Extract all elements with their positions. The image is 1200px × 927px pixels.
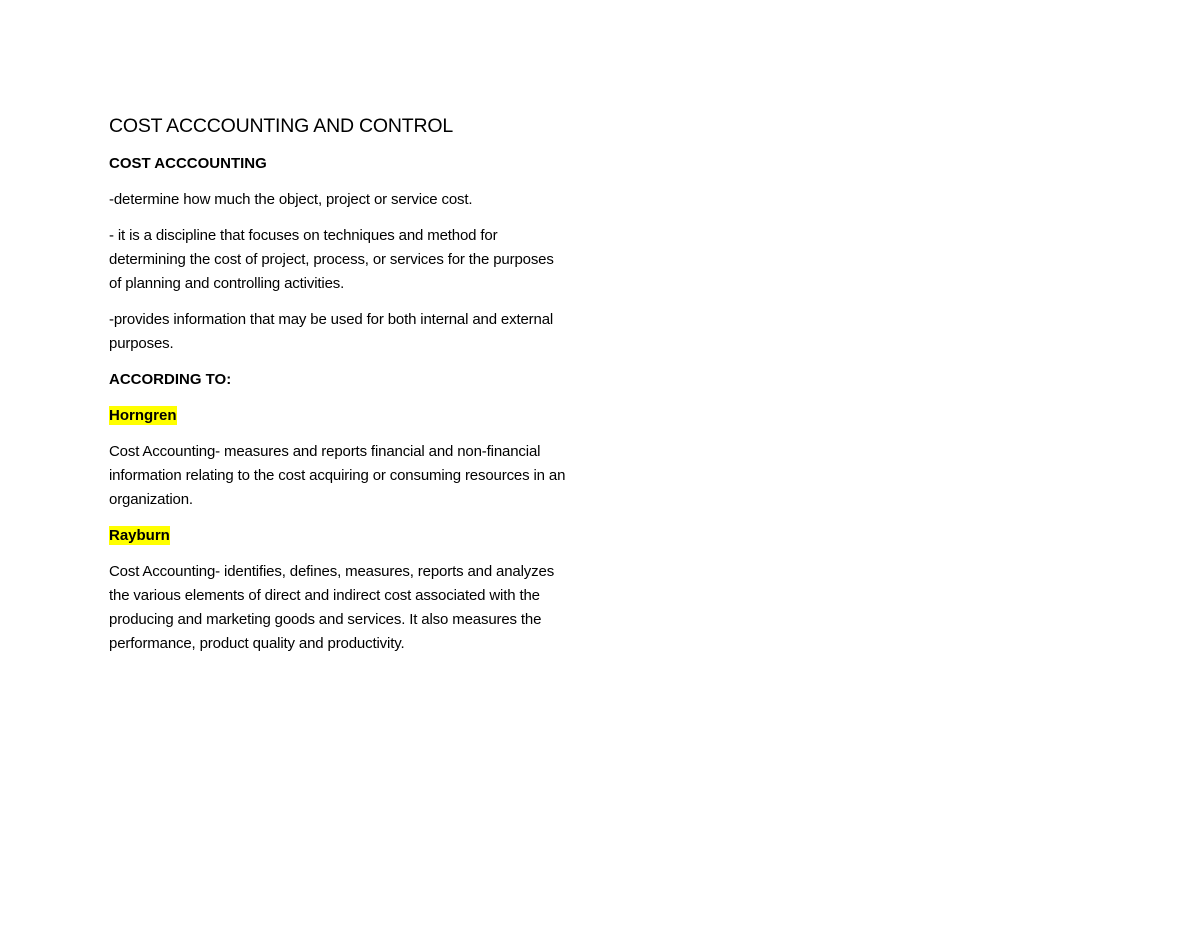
point-paragraph: -determine how much the object, project or service cost. — [109, 191, 473, 208]
source-definition-rayburn: Cost Accounting- identifies, defines, measures, reports and analyzes the various elements of direct and indirect cost associated with the producing and marketing goods and services. It also measures the performance, product quality and productivity. — [109, 563, 555, 652]
document-body — [109, 113, 569, 668]
point-paragraph: - it is a discipline that focuses on techniques and method for determining the cost of project, process, or services for the purposes of planning and controlling activities. — [109, 227, 554, 292]
source-name-row — [109, 524, 569, 548]
point-paragraph: -provides information that may be used for both internal and external purposes. — [109, 311, 554, 352]
source-name-rayburn: Rayburn — [109, 527, 170, 544]
source-name-horngren: Horngren — [109, 407, 177, 424]
section-heading: COST ACCCOUNTING — [109, 155, 267, 172]
document-title: COST ACCCOUNTING AND CONTROL — [109, 115, 453, 137]
source-definition-horngren: Cost Accounting- measures and reports financial and non-financial information relating to the cost acquiring or consuming resources in an organization. — [109, 443, 566, 508]
source-name-row — [109, 404, 569, 428]
according-to-heading: ACCORDING TO: — [109, 371, 232, 388]
